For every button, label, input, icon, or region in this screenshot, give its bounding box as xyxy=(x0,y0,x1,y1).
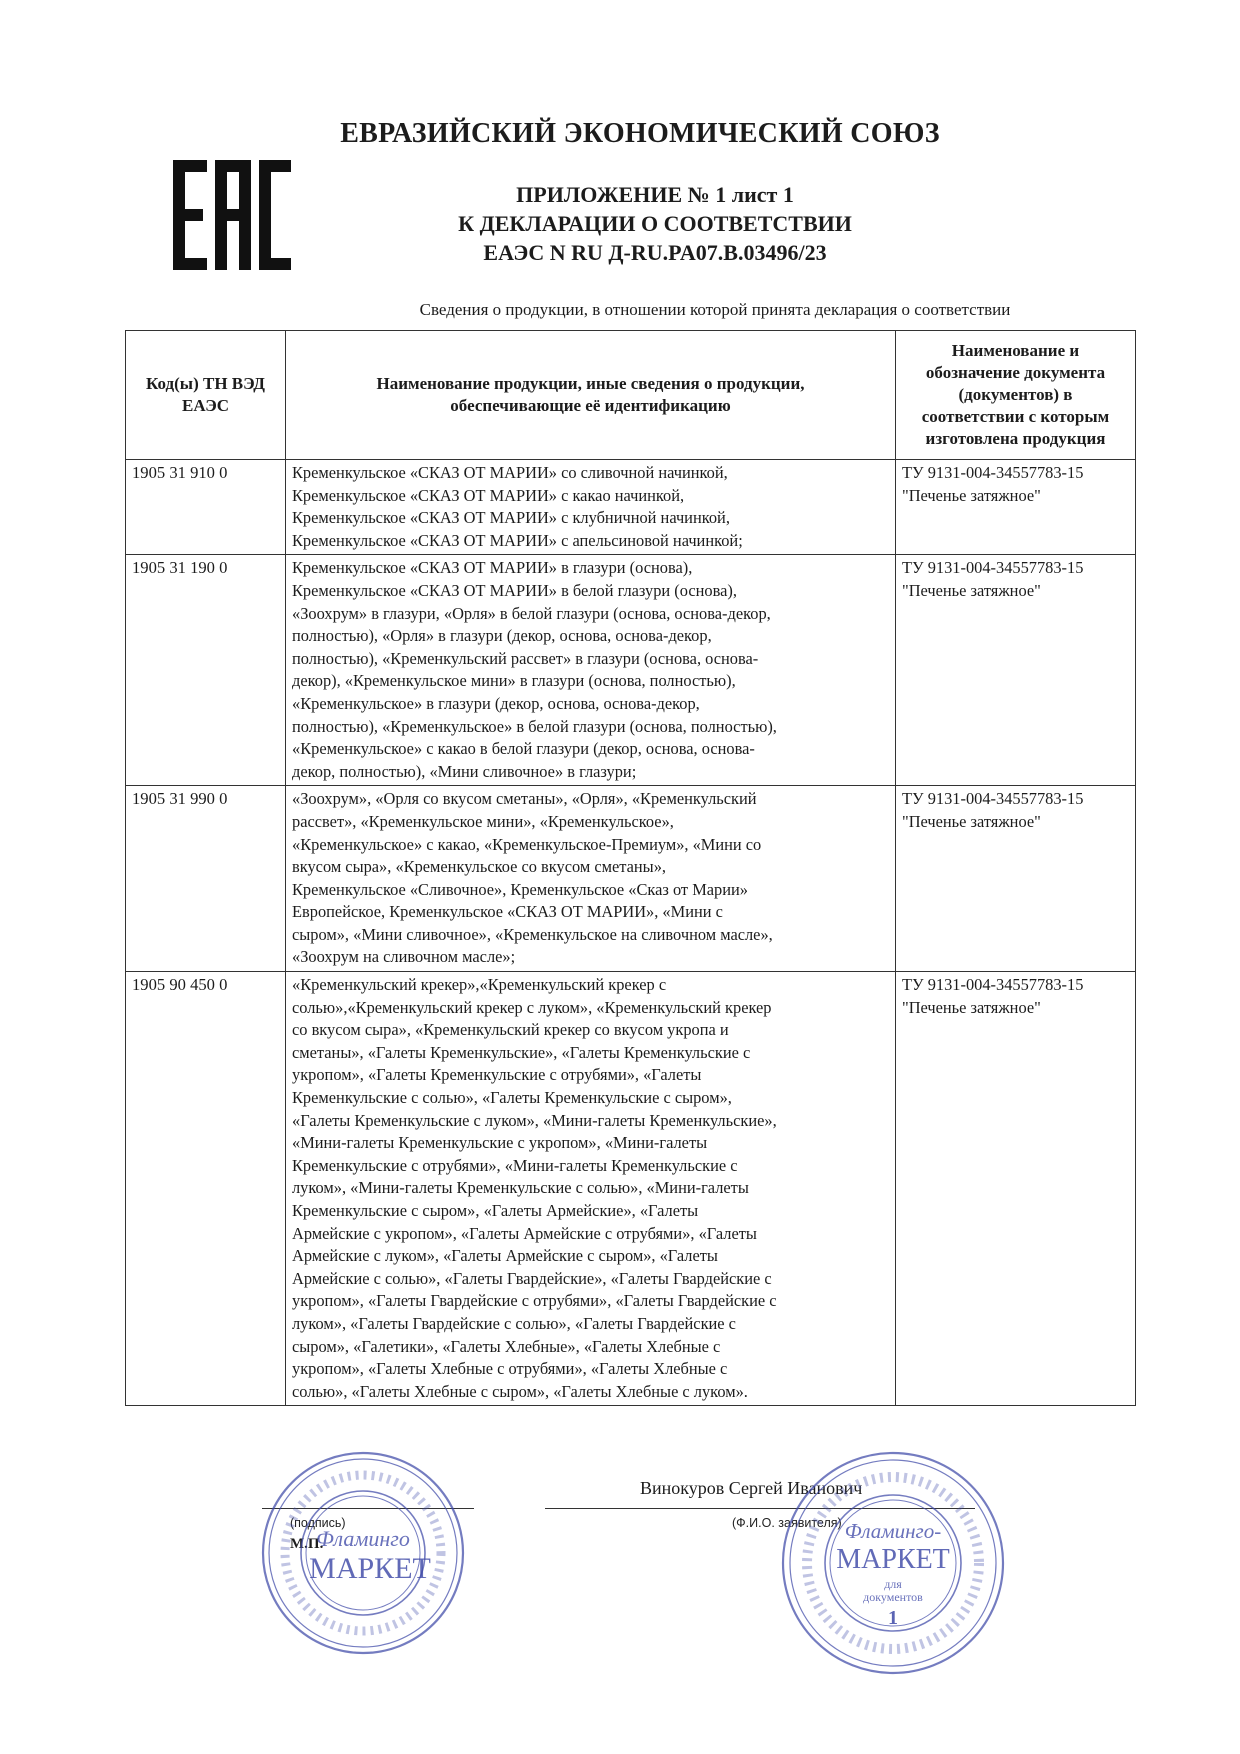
seal-left-icon xyxy=(258,1448,468,1658)
header-doc-line: (документов) в xyxy=(958,385,1073,404)
right-seal-small-1: для xyxy=(884,1577,902,1591)
product-description-cell xyxy=(286,972,896,1406)
header-name-line: Наименование продукции, иные сведения о продукции, xyxy=(376,374,805,393)
hs-code-cell: 1905 31 990 0 xyxy=(126,786,286,972)
product-line: Европейское, Кременкульское «СКАЗ ОТ МАРИИ», «Мини с xyxy=(292,902,723,922)
header-doc-line: Наименование и xyxy=(951,341,1080,360)
product-line: Кременкульское «Сливочное», Кременкульское «Сказ от Марии» xyxy=(292,879,748,899)
signer-name: Винокуров Сергей Иванович xyxy=(640,1478,863,1498)
product-line: сыром», «Мини сливочное», «Кременкульское на сливочном масле», xyxy=(292,924,773,944)
standard-document-cell xyxy=(896,972,1136,1406)
product-line: Кременкульское «СКАЗ ОТ МАРИИ» в глазури (основа), xyxy=(292,558,693,578)
header-doc-line: изготовлена продукция xyxy=(925,429,1106,448)
product-line: укропом», «Галеты Гвардейские с отрубями», «Галеты Гвардейские с xyxy=(292,1291,777,1311)
standard-document-cell xyxy=(896,460,1136,555)
right-seal xyxy=(778,1448,1008,1678)
appendix-heading xyxy=(420,180,890,267)
product-line: декор), «Кременкульское мини» в глазури (основа, полностью), xyxy=(292,671,736,691)
standard-document-line: ТУ 9131-004-34557783-15 xyxy=(902,463,1084,482)
standard-document-line: "Печенье затяжное" xyxy=(902,485,1041,505)
product-line: рассвет», «Кременкульское мини», «Кременкульское», xyxy=(292,811,674,831)
product-line: солью»,«Кременкульский крекер с луком», «Кременкульский крекер xyxy=(292,997,772,1017)
product-line: «Кременкульское» с какао, «Кременкульское-Премиум», «Мини со xyxy=(292,834,762,854)
header-code-line: Код(ы) ТН ВЭД xyxy=(146,374,265,393)
standard-document-cell xyxy=(896,786,1136,972)
product-line: полностью), «Орля» в глазури (декор, основа, основа-декор, xyxy=(292,626,712,646)
hs-code-cell: 1905 90 450 0 xyxy=(126,972,286,1406)
product-line: «Мини-галеты Кременкульские с укропом», «Мини-галеты xyxy=(292,1133,708,1153)
product-line: «Галеты Кременкульские с луком», «Мини-галеты Кременкульские», xyxy=(292,1110,777,1130)
header-code-line: ЕАЭС xyxy=(182,396,229,415)
product-line: Кременкульское «СКАЗ ОТ МАРИИ» с какао начинкой, xyxy=(292,485,685,505)
product-description-cell xyxy=(286,555,896,786)
product-description-cell xyxy=(286,460,896,555)
product-line: укропом», «Галеты Хлебные с отрубями», «Галеты Хлебные с xyxy=(292,1359,728,1379)
standard-document-line: ТУ 9131-004-34557783-15 xyxy=(902,789,1084,809)
appendix-line-2: К ДЕКЛАРАЦИИ О СООТВЕТСТВИИ xyxy=(458,211,852,236)
table-subtitle: Сведения о продукции, в отношении которой принята декларация о соответствии xyxy=(419,300,1011,319)
product-line: сыром», «Галетики», «Галеты Хлебные», «Галеты Хлебные с xyxy=(292,1336,721,1356)
eac-mark-icon xyxy=(173,160,291,270)
product-line: Кременкульские с солью», «Галеты Кременкульские с сыром», xyxy=(292,1088,732,1108)
standard-document-line: ТУ 9131-004-34557783-15 xyxy=(902,558,1084,578)
right-seal-small-2: документов xyxy=(863,1590,923,1604)
product-line: полностью), «Кременкульское» в белой глазури (основа, полностью), xyxy=(292,716,777,736)
product-line: «Зоохрум на сливочном масле»; xyxy=(292,947,516,967)
product-line: вкусом сыра», «Кременкульское со вкусом сметаны», xyxy=(292,857,666,877)
product-line: Кременкульское «СКАЗ ОТ МАРИИ» с клубничной начинкой, xyxy=(292,508,730,528)
product-line: укропом», «Галеты Кременкульские с отрубями», «Галеты xyxy=(292,1065,702,1085)
product-line: луком», «Мини-галеты Кременкульские с солью», «Мини-галеты xyxy=(292,1178,749,1198)
right-seal-number: 1 xyxy=(888,1607,898,1629)
header-doc-line: обозначение документа xyxy=(925,363,1106,382)
standard-document-line: "Печенье затяжное" xyxy=(902,811,1041,831)
standard-document-line: "Печенье затяжное" xyxy=(902,997,1041,1017)
table-row xyxy=(126,972,1136,1406)
product-line: Армейские с солью», «Галеты Гвардейские», «Галеты Гвардейские с xyxy=(292,1268,772,1288)
product-line: Кременкульские с сыром», «Галеты Армейские», «Галеты xyxy=(292,1201,699,1220)
right-seal-script: Фламинго- xyxy=(844,1519,942,1543)
product-line: Армейские с укропом», «Галеты Армейские с отрубями», «Галеты xyxy=(292,1223,757,1243)
appendix-line-1: ПРИЛОЖЕНИЕ № 1 лист 1 xyxy=(516,182,794,207)
product-line: «Кременкульское» с какао в белой глазури (декор, основа, основа- xyxy=(292,739,755,759)
product-line: луком», «Галеты Гвардейские с солью», «Галеты Гвардейские с xyxy=(292,1313,736,1333)
header-code xyxy=(126,331,286,460)
right-seal-main: МАРКЕТ xyxy=(836,1544,950,1575)
table-row xyxy=(126,786,1136,972)
product-line: сметаны», «Галеты Кременкульские», «Галеты Кременкульские с xyxy=(292,1042,751,1062)
header-name-line: обеспечивающие её идентификацию xyxy=(450,396,731,415)
table-header-row xyxy=(126,331,1136,460)
product-line: «Кременкульское» в глазури (декор, основа, основа-декор, xyxy=(292,693,700,713)
union-title: ЕВРАЗИЙСКИЙ ЭКОНОМИЧЕСКИЙ СОЮЗ xyxy=(340,118,940,149)
fio-caption: (Ф.И.О. заявителя) xyxy=(732,1516,842,1530)
hs-code-cell: 1905 31 190 0 xyxy=(126,555,286,786)
product-line: Кременкульские с отрубями», «Мини-галеты Кременкульские с xyxy=(292,1155,738,1175)
product-line: Кременкульское «СКАЗ ОТ МАРИИ» в белой глазури (основа), xyxy=(292,580,737,600)
product-line: «Зоохрум» в глазури, «Орля» в белой глазури (основа, основа-декор, xyxy=(292,603,771,623)
standard-document-line: ТУ 9131-004-34557783-15 xyxy=(902,975,1084,995)
table-row xyxy=(126,555,1136,786)
product-line: «Зоохрум», «Орля со вкусом сметаны», «Орля», «Кременкульский xyxy=(292,789,757,809)
left-seal-script: Фламинго xyxy=(316,1526,410,1551)
signature-caption: (подпись) xyxy=(290,1516,346,1530)
header-doc xyxy=(896,331,1136,460)
left-seal xyxy=(258,1448,468,1658)
table-body xyxy=(126,460,1136,1406)
product-line: полностью), «Кременкульский рассвет» в глазури (основа, основа- xyxy=(292,648,759,668)
product-line: Армейские с луком», «Галеты Армейские с сыром», «Галеты xyxy=(292,1246,718,1266)
products-table xyxy=(125,330,1136,1406)
header-doc-line: соответствии с которым xyxy=(921,407,1110,426)
product-line: Кременкульское «СКАЗ ОТ МАРИИ» со сливочной начинкой, xyxy=(292,463,728,482)
mp-label: М.П. xyxy=(290,1536,324,1552)
header-name xyxy=(286,331,896,460)
product-line: «Кременкульский крекер»,«Кременкульский крекер с xyxy=(292,975,667,995)
left-seal-main: МАРКЕТ xyxy=(309,1552,431,1585)
hs-code-cell: 1905 31 910 0 xyxy=(126,460,286,555)
product-line: солью», «Галеты Хлебные с сыром», «Галеты Хлебные с луком». xyxy=(292,1381,748,1401)
table-row xyxy=(126,460,1136,555)
standard-document-line: "Печенье затяжное" xyxy=(902,580,1041,600)
product-description-cell xyxy=(286,786,896,972)
seal-right-icon xyxy=(778,1448,1008,1678)
product-line: со вкусом сыра», «Кременкульский крекер со вкусом укропа и xyxy=(292,1020,729,1040)
product-line: Кременкульское «СКАЗ ОТ МАРИИ» с апельсиновой начинкой; xyxy=(292,530,743,550)
declaration-number: ЕАЭС N RU Д-RU.PA07.B.03496/23 xyxy=(483,240,827,265)
standard-document-cell xyxy=(896,555,1136,786)
product-line: декор, полностью), «Мини сливочное» в глазури; xyxy=(292,761,637,781)
